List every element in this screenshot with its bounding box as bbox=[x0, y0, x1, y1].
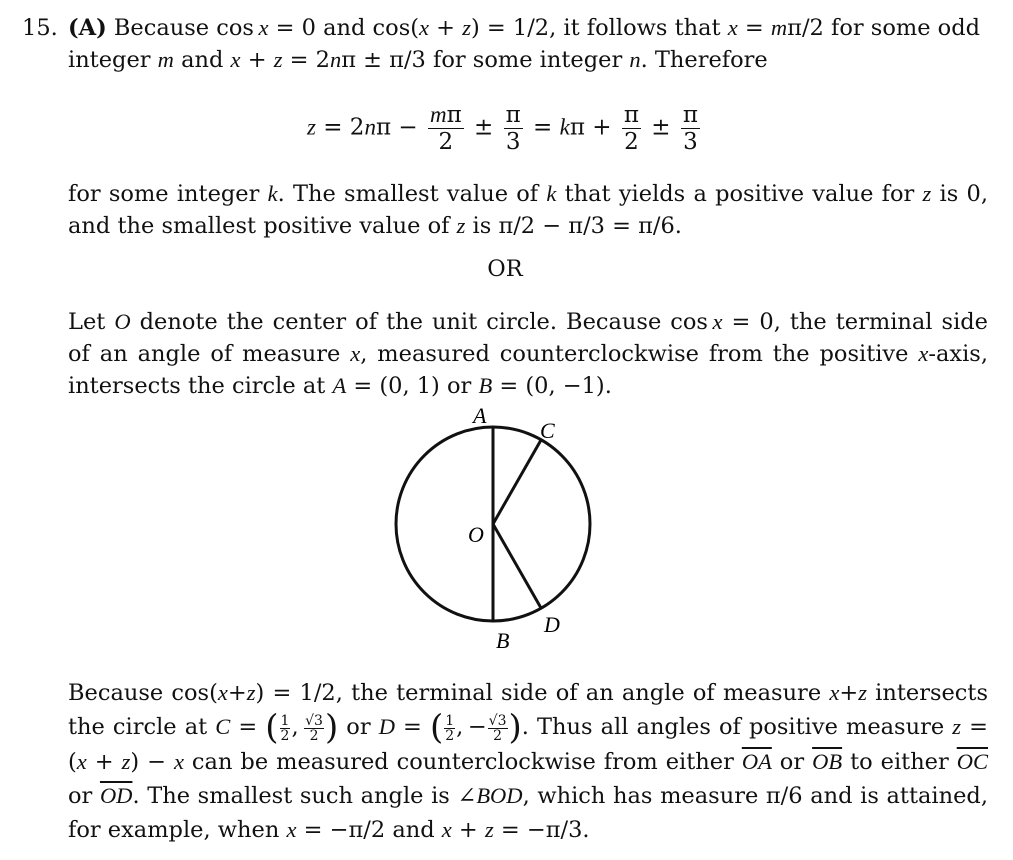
segment-OD bbox=[493, 524, 541, 608]
paragraph-4: Because cos(x+z) = 1/2, the terminal side of an angle of measure x+z intersects the circle at C = ( $\frac{1}{2}$ , $\frac{√3}{2}$ ) or D = ( $\frac{1}{2}$ , − $\frac{√3}{2}$ ). Thus all angles of positive measure z = (x + z) − x can be measured counterclockwise from either $\overline{OA}$ or $\overline{OB}$ to either $\overline{OC}$ or $\overline{OD}$. The smallest such angle is ∠BOD, which has measure π/6 and is attained, for example, when x = −π/2 and x + z = −π/3. bbox=[68, 680, 988, 843]
label-A: A bbox=[473, 403, 487, 428]
or-separator: OR bbox=[487, 256, 523, 282]
label-D: D bbox=[544, 612, 560, 637]
paragraph-1: 15. (A) Because cos x = 0 and cos(x + z) = 1/2, it follows that x = mπ/2 for some odd integer m and x + z = 2nπ ± π/3 for some integer n. Therefore bbox=[22, 12, 1013, 76]
label-O: O bbox=[468, 522, 484, 547]
unit-circle-diagram bbox=[370, 400, 610, 660]
display-equation: z = 2nπ − $\frac{m\pi}{2}$ ± $\frac{\pi}{3}$ = kπ + $\frac{\pi}{2}$ ± $\frac{\pi}{3}$ bbox=[306, 102, 699, 155]
segment-OC bbox=[493, 440, 541, 524]
paragraph-2: for some integer k. The smallest value of k that yields a positive value for z is 0, and the smallest positive value of z is π/2 − π/3 = π/6. bbox=[68, 181, 988, 239]
label-C: C bbox=[540, 418, 555, 443]
paragraph-3: Let O denote the center of the unit circle. Because cos x = 0, the terminal side of an angle of measure x, measured counterclockwise from the positive x-axis, intersects the circle at A = (0, 1) or B = (0, −1). bbox=[68, 309, 988, 399]
label-B: B bbox=[496, 628, 510, 653]
problem-number: 15. bbox=[22, 15, 58, 41]
answer-label: (A) bbox=[68, 15, 107, 41]
